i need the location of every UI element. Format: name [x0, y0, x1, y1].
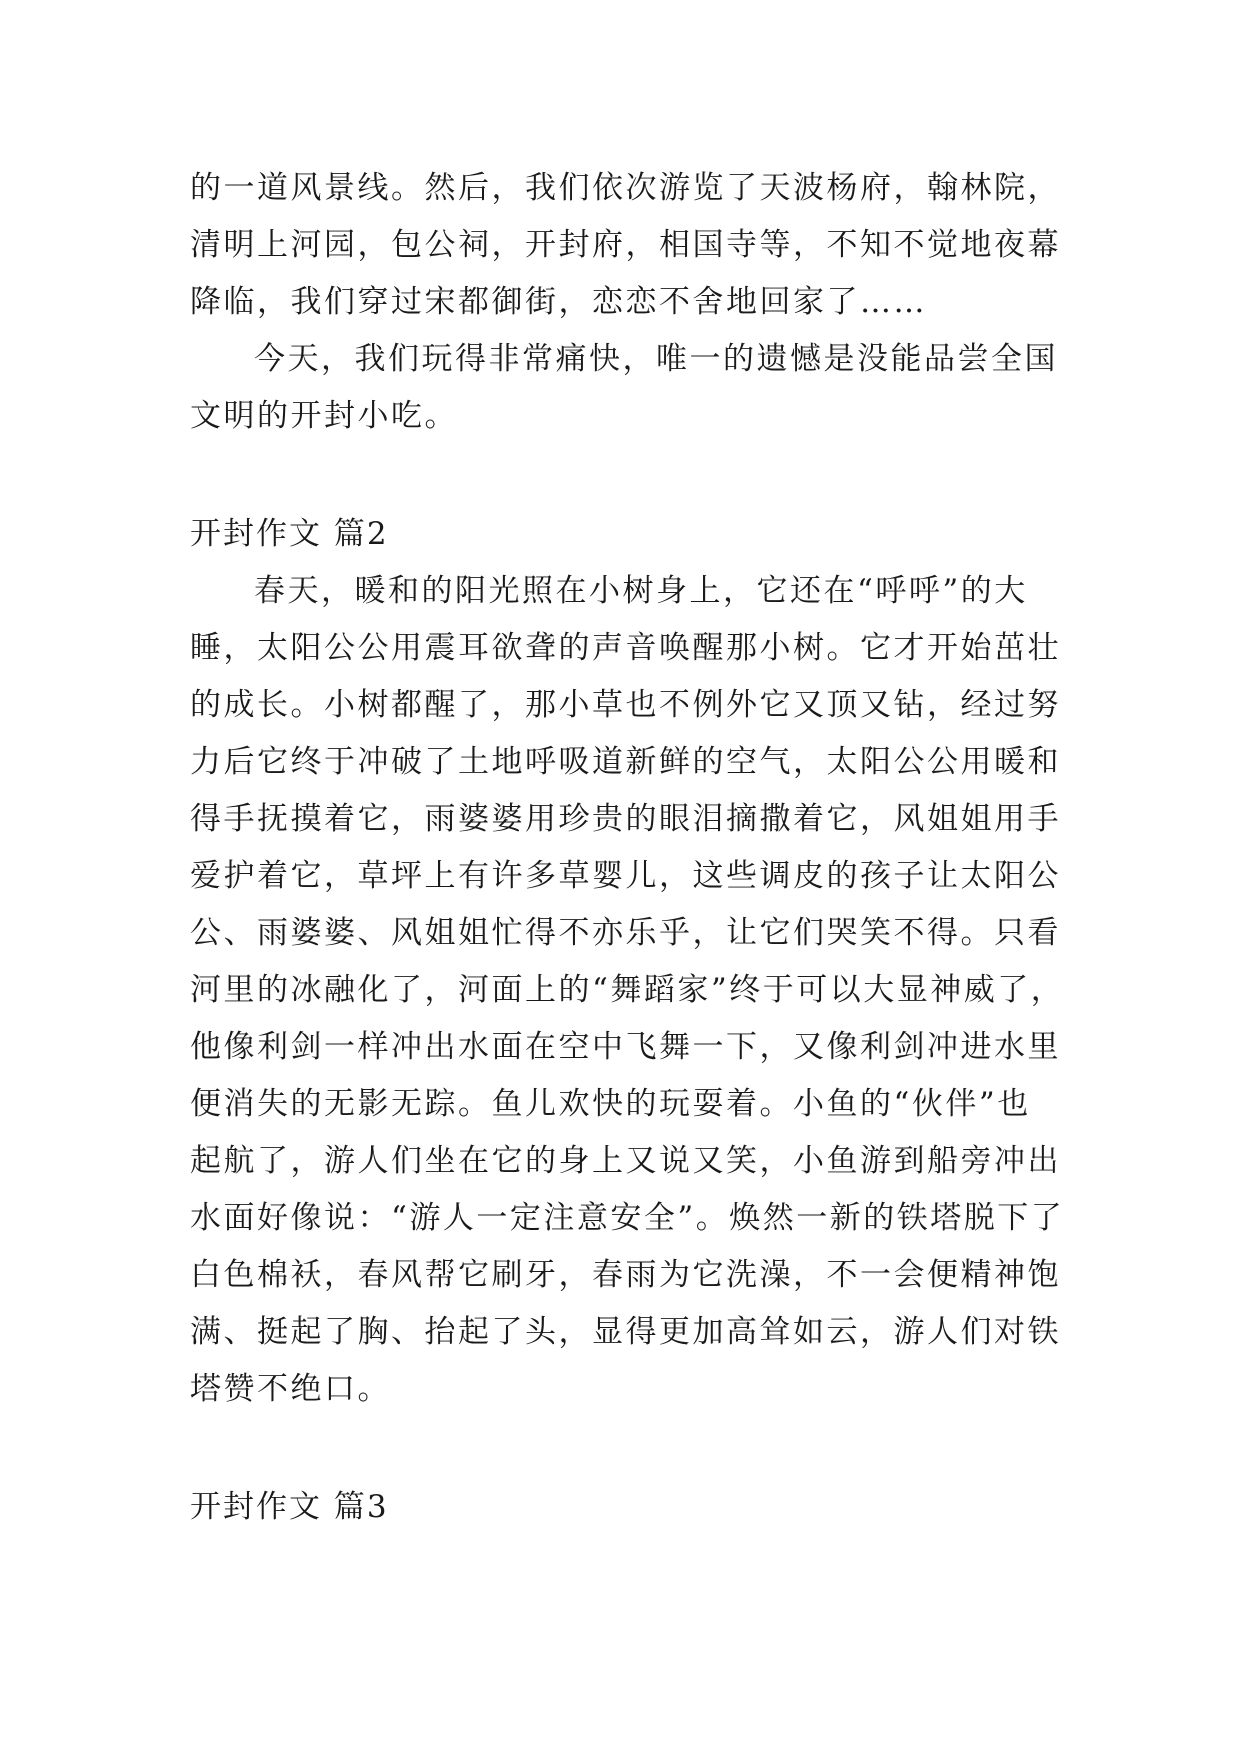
text-line: 他像利剑一样冲出水面在空中飞舞一下，又像利剑冲进水里 [190, 1029, 1061, 1065]
text-line: 的一道风景线。然后，我们依次游览了天波杨府，翰林院， [190, 170, 1061, 206]
section-2-paragraph [190, 563, 1065, 1418]
section-1-paragraph-2 [190, 331, 1062, 445]
text-line: 白色棉袄，春风帮它刷牙，春雨为它洗澡，不一会便精神饱 [190, 1257, 1061, 1293]
document-page [190, 160, 1065, 1536]
section-3-heading: 开封作文 篇3 [190, 1489, 389, 1525]
text-line: 降临，我们穿过宋都御街，恋恋不舍地回家了…… [190, 284, 927, 320]
text-line: 满、挺起了胸、抬起了头，显得更加高耸如云，游人们对铁 [190, 1314, 1061, 1350]
paragraph-gap [190, 1418, 1062, 1479]
text-line: 水面好像说：“游人一定注意安全”。焕然一新的铁塔脱下了 [190, 1200, 1065, 1236]
text-line: 爱护着它，草坪上有许多草婴儿，这些调皮的孩子让太阳公 [190, 858, 1061, 894]
text-line: 文明的开封小吃。 [190, 398, 458, 434]
text-line: 河里的冰融化了，河面上的“舞蹈家”终于可以大显神威了， [190, 972, 1065, 1008]
text-line: 便消失的无影无踪。鱼儿欢快的玩耍着。小鱼的“伙伴”也 [190, 1086, 1031, 1122]
section-1-paragraph-1 [190, 160, 1062, 331]
text-line: 得手抚摸着它，雨婆婆用珍贵的眼泪摘撒着它，风姐姐用手 [190, 801, 1061, 837]
text-line: 春天，暖和的阳光照在小树身上，它还在“呼呼”的大 [254, 573, 1028, 609]
text-line: 公、雨婆婆、风姐姐忙得不亦乐乎，让它们哭笑不得。只看 [190, 915, 1061, 951]
text-line: 力后它终于冲破了土地呼吸道新鲜的空气，太阳公公用暖和 [190, 744, 1061, 780]
text-line: 睡，太阳公公用震耳欲聋的声音唤醒那小树。它才开始茁壮 [190, 630, 1061, 666]
paragraph-gap [190, 445, 1062, 506]
text-line: 的成长。小树都醒了，那小草也不例外它又顶又钻，经过努 [190, 687, 1061, 723]
text-line: 清明上河园，包公祠，开封府，相国寺等，不知不觉地夜幕 [190, 227, 1061, 263]
text-line: 今天，我们玩得非常痛快，唯一的遗憾是没能品尝全国 [254, 341, 1058, 377]
text-line: 塔赞不绝口。 [190, 1371, 391, 1407]
text-line: 起航了，游人们坐在它的身上又说又笑，小鱼游到船旁冲出 [190, 1143, 1061, 1179]
section-2-heading: 开封作文 篇2 [190, 516, 389, 552]
